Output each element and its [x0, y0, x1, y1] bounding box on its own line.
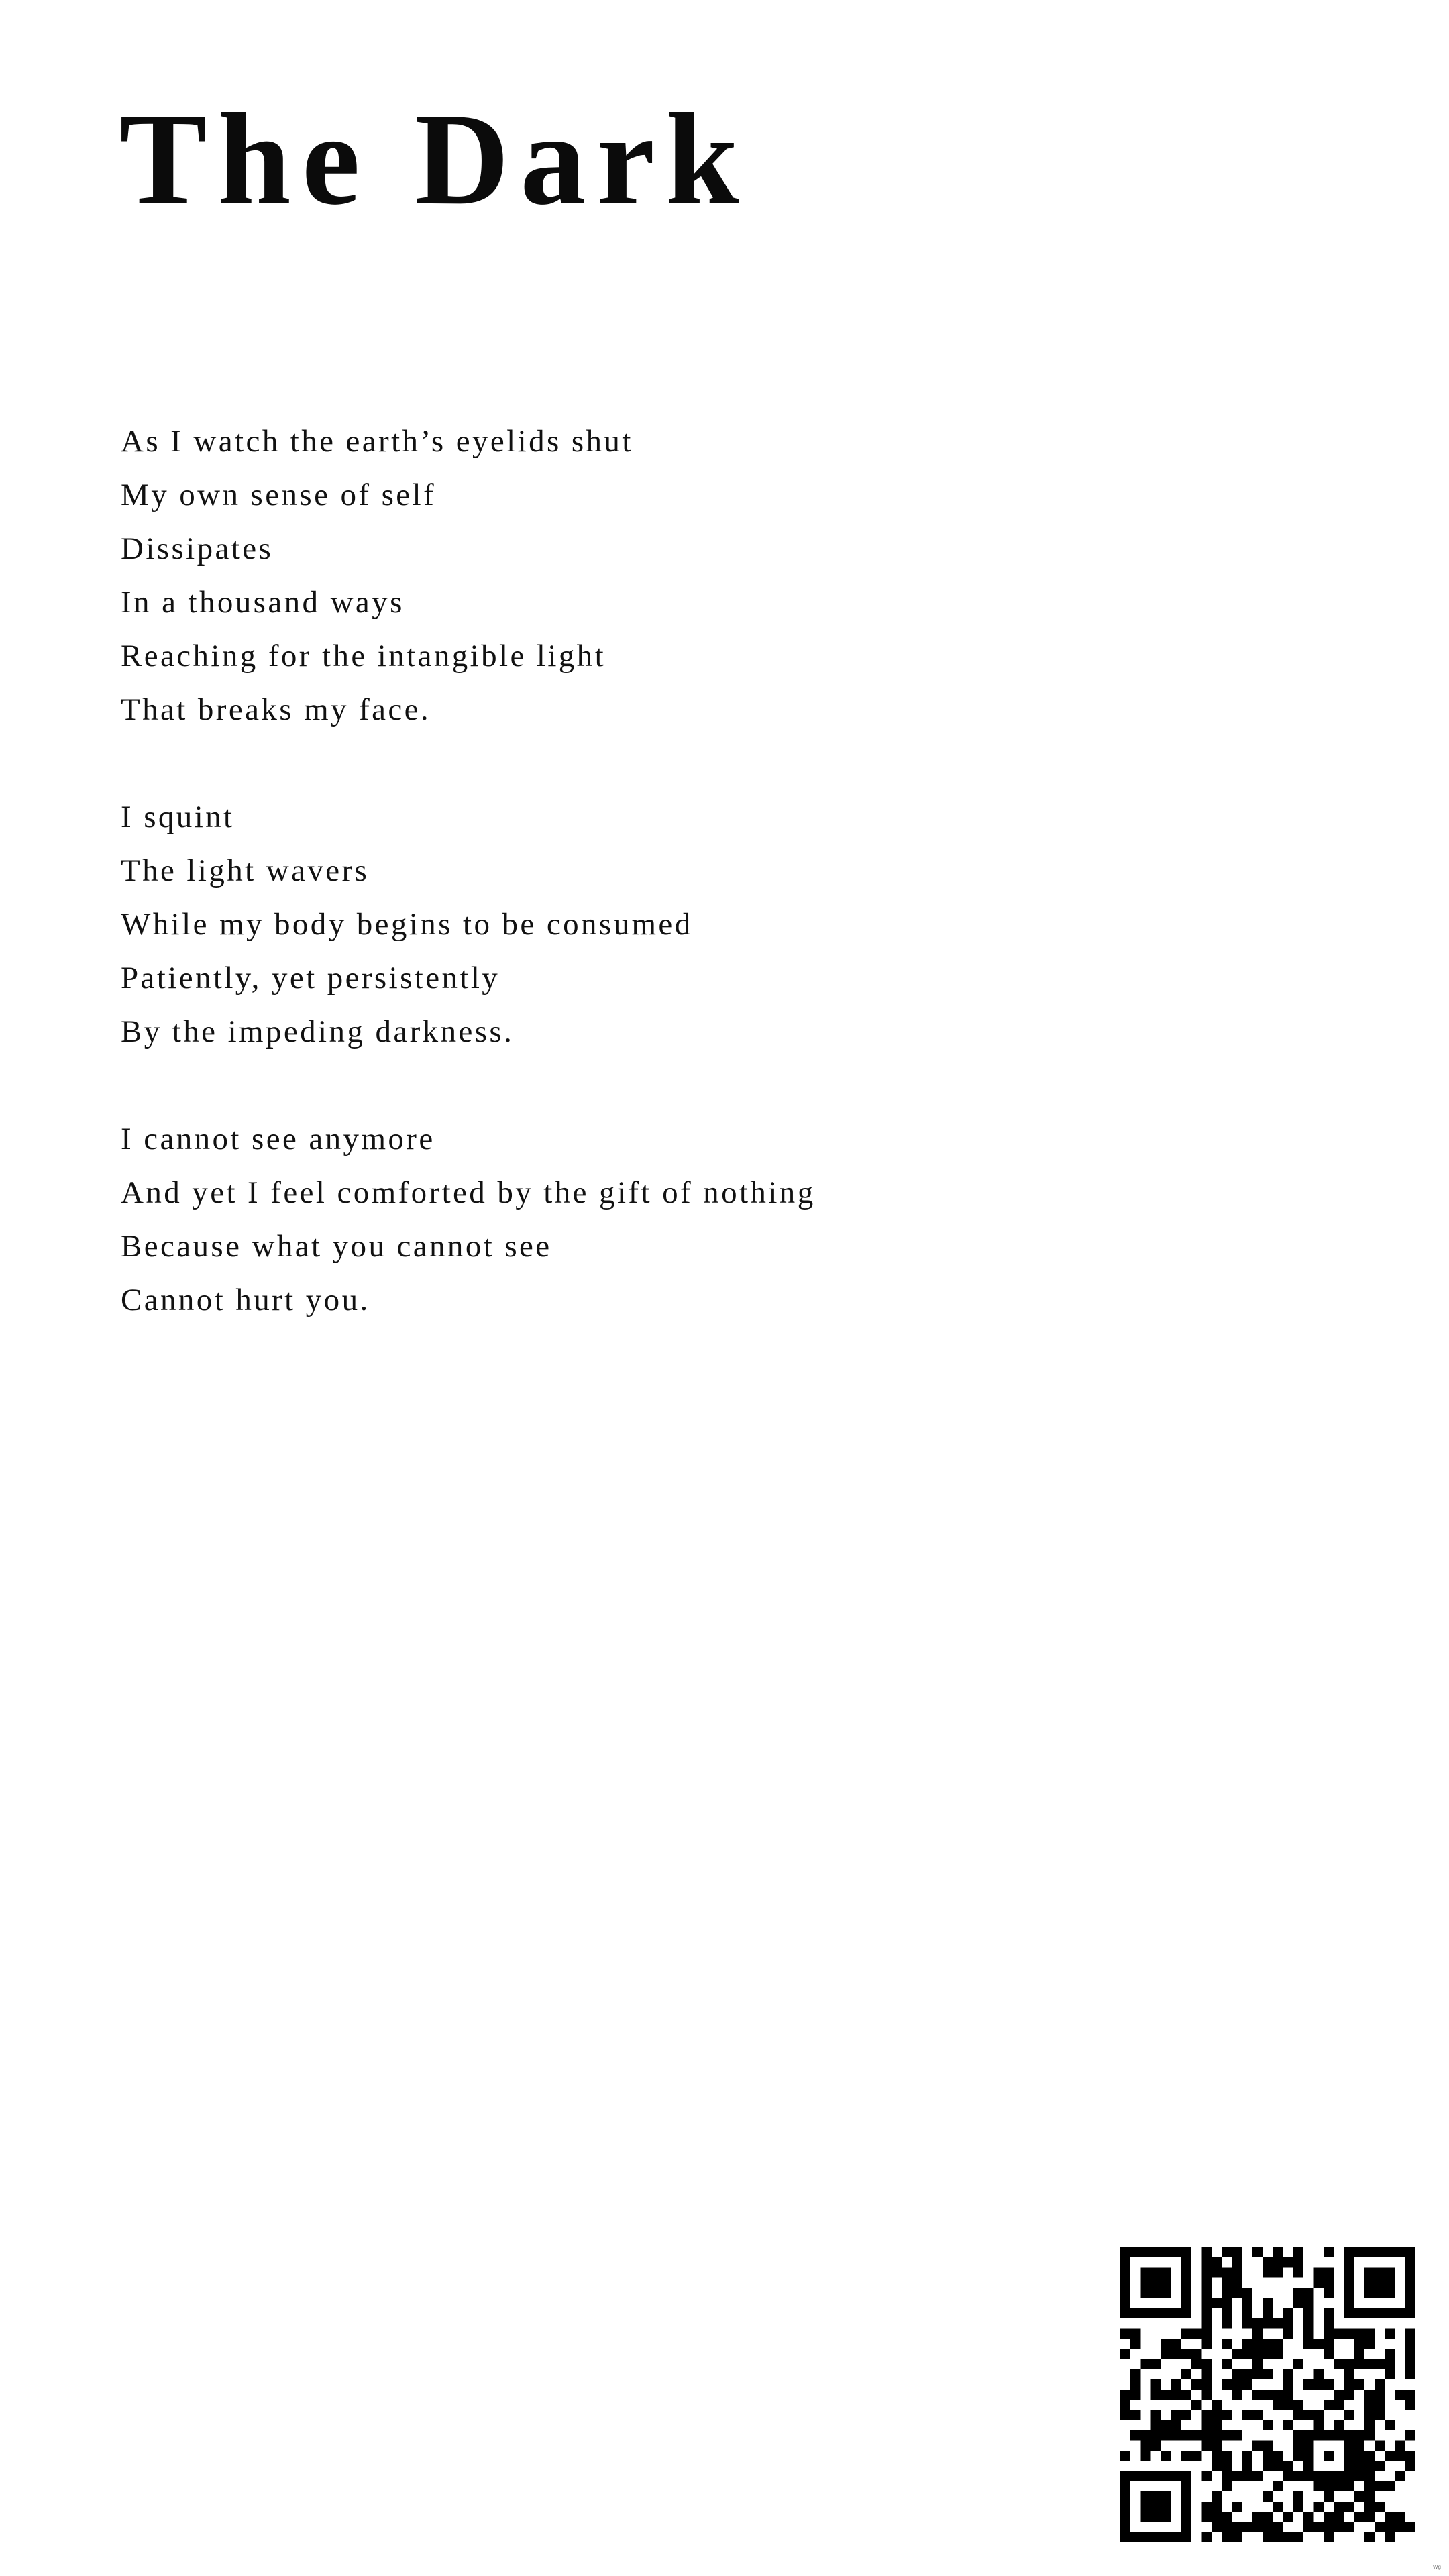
poem-body: [121, 415, 1194, 1381]
page-mark: Wg: [1433, 2564, 1441, 2570]
poem-line: Dissipates: [121, 531, 274, 566]
poem-line: The light wavers: [121, 853, 370, 888]
poem-line: That breaks my face.: [121, 692, 431, 727]
poem-line: Reaching for the intangible light: [121, 639, 606, 674]
poem-line: Because what you cannot see: [121, 1229, 552, 1264]
poem-line: While my body begins to be consumed: [121, 907, 693, 942]
stanza-3: [121, 1112, 1194, 1327]
poem-line: As I watch the earth’s eyelids shut: [121, 424, 633, 459]
poem-line: Cannot hurt you.: [121, 1283, 370, 1318]
poem-line: I cannot see anymore: [121, 1122, 435, 1157]
poem-line: By the impeding darkness.: [121, 1014, 515, 1049]
poem-line: And yet I feel comforted by the gift of nothing: [121, 1175, 816, 1210]
poem-line: My own sense of self: [121, 478, 437, 513]
qr-code-graphic: [1120, 2247, 1415, 2542]
poem-line: Patiently, yet persistently: [121, 961, 500, 996]
poem-title: The Dark: [119, 87, 750, 232]
poem-line: In a thousand ways: [121, 585, 405, 620]
stanza-2: [121, 790, 1194, 1059]
stanza-1: [121, 415, 1194, 737]
qr-code-icon[interactable]: [1120, 2247, 1415, 2542]
poem-line: I squint: [121, 800, 235, 835]
